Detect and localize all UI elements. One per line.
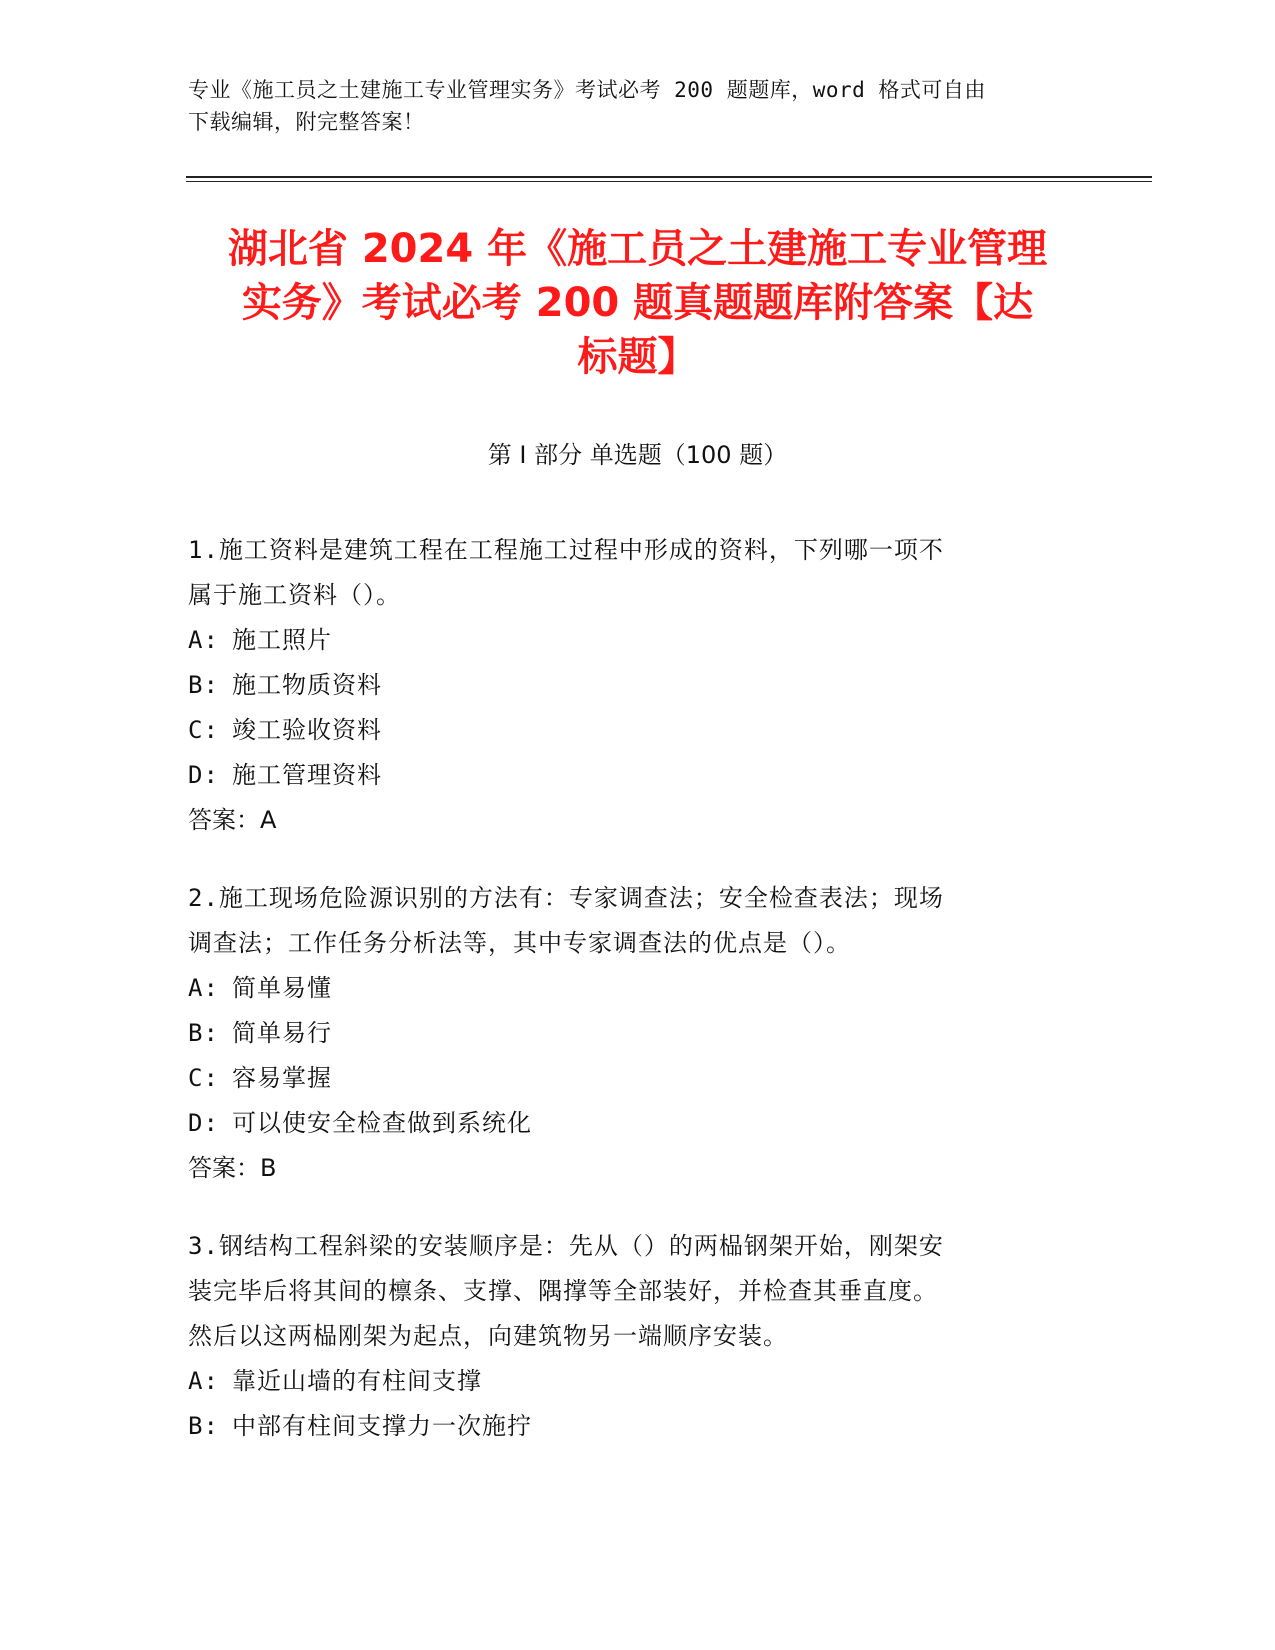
option-letter: B: bbox=[188, 1412, 219, 1440]
question-text-line: 调查法；工作任务分析法等，其中专家调查法的优点是（）。 bbox=[188, 929, 851, 957]
answer-line: 答案：B bbox=[188, 1154, 277, 1182]
option-letter: A: bbox=[188, 974, 219, 1002]
document-title bbox=[150, 222, 1125, 384]
option-text: 施工照片 bbox=[232, 626, 332, 654]
option-text: 容易掌握 bbox=[232, 1064, 332, 1092]
option-c bbox=[188, 1056, 1088, 1101]
question-item bbox=[188, 876, 1088, 1191]
option-b bbox=[188, 1011, 1088, 1056]
option-text: 中部有柱间支撑力一次施拧 bbox=[232, 1412, 532, 1440]
option-letter: B: bbox=[188, 1019, 219, 1047]
option-b bbox=[188, 663, 1088, 708]
option-b bbox=[188, 1404, 1088, 1449]
option-letter: A: bbox=[188, 1367, 219, 1395]
option-text: 竣工验收资料 bbox=[232, 716, 382, 744]
header-divider bbox=[186, 176, 1152, 178]
option-letter: C: bbox=[188, 1064, 219, 1092]
title-line: 实务》考试必考 200 题真题题库附答案【达 bbox=[241, 280, 1034, 326]
question-text-line: 装完毕后将其间的檩条、支撑、隅撑等全部装好，并检查其垂直度。 bbox=[188, 1277, 938, 1305]
option-letter: B: bbox=[188, 671, 219, 699]
question-list bbox=[188, 528, 1088, 1482]
option-d bbox=[188, 1101, 1088, 1146]
header-note bbox=[188, 74, 1068, 138]
question-text-line: 1.施工资料是建筑工程在工程施工过程中形成的资料，下列哪一项不 bbox=[188, 536, 944, 564]
option-text: 简单易行 bbox=[232, 1019, 332, 1047]
option-text: 施工管理资料 bbox=[232, 761, 382, 789]
header-note-line: 下载编辑，附完整答案！ bbox=[188, 110, 425, 134]
question-item bbox=[188, 528, 1088, 843]
option-letter: A: bbox=[188, 626, 219, 654]
option-a bbox=[188, 1359, 1088, 1404]
option-a bbox=[188, 966, 1088, 1011]
header-note-line: 专业《施工员之土建施工专业管理实务》考试必考 200 题题库，word 格式可自由 bbox=[188, 78, 986, 102]
section-heading: 第 I 部分 单选题（100 题） bbox=[487, 441, 788, 469]
option-text: 可以使安全检查做到系统化 bbox=[232, 1109, 532, 1137]
option-c bbox=[188, 708, 1088, 753]
option-text: 靠近山墙的有柱间支撑 bbox=[232, 1367, 482, 1395]
option-letter: D: bbox=[188, 1109, 219, 1137]
header-divider-thin bbox=[186, 181, 1152, 182]
question-text-line: 属于施工资料（）。 bbox=[188, 581, 401, 609]
option-text: 施工物质资料 bbox=[232, 671, 382, 699]
question-item bbox=[188, 1224, 1088, 1449]
answer-line: 答案：A bbox=[188, 806, 277, 834]
option-text: 简单易懂 bbox=[232, 974, 332, 1002]
question-text-line: 2.施工现场危险源识别的方法有：专家调查法；安全检查表法；现场 bbox=[188, 884, 944, 912]
option-a bbox=[188, 618, 1088, 663]
question-text-line: 3.钢结构工程斜梁的安装顺序是：先从（）的两榀钢架开始，刚架安 bbox=[188, 1232, 944, 1260]
question-text-line: 然后以这两榀刚架为起点，向建筑物另一端顺序安装。 bbox=[188, 1322, 788, 1350]
title-line: 标题】 bbox=[577, 334, 698, 380]
title-line: 湖北省 2024 年《施工员之土建施工专业管理 bbox=[227, 226, 1048, 272]
option-letter: D: bbox=[188, 761, 219, 789]
option-letter: C: bbox=[188, 716, 219, 744]
option-d bbox=[188, 753, 1088, 798]
